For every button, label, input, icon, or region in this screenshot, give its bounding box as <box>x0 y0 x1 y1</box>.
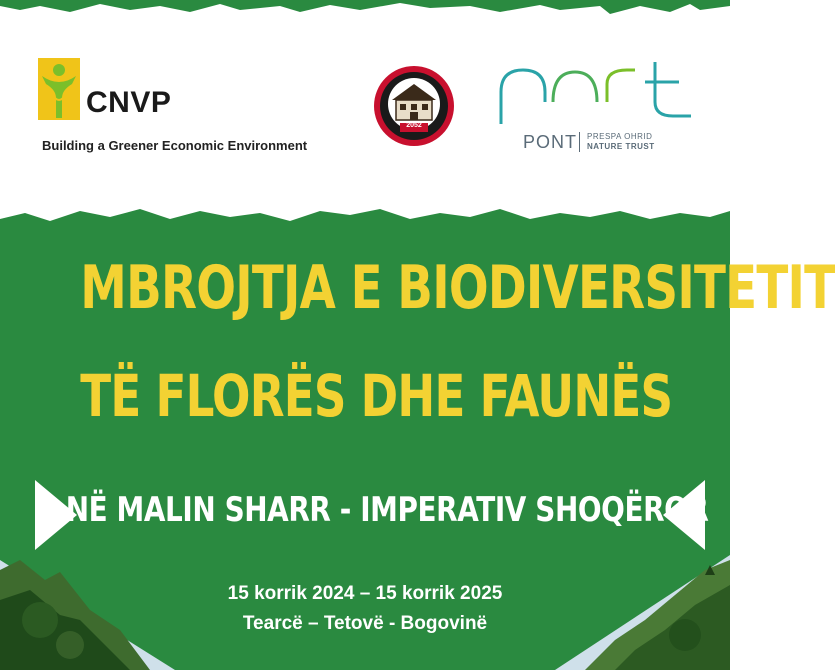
heritage-seal-logo <box>372 60 456 152</box>
pont-wave-icon <box>495 62 695 128</box>
pont-logo <box>495 62 695 162</box>
date-range: 15 korrik 2024 – 15 korrik 2025 <box>227 583 503 604</box>
person-tree-icon <box>38 58 80 120</box>
cnvp-name: CNVP <box>86 86 172 119</box>
pont-sub-line2: NATURE TRUST <box>587 142 655 151</box>
pont-sub-line1: PRESPA OHRID <box>587 132 653 141</box>
headline-line1: MBROJTJA E BIODIVERSITETIT <box>80 253 835 323</box>
cnvp-logo <box>38 58 358 158</box>
house-seal-icon <box>372 60 456 152</box>
top-green-strip <box>0 0 730 30</box>
pont-subtitle <box>587 132 655 152</box>
pont-divider <box>579 132 580 152</box>
pont-name: PONT <box>523 132 578 152</box>
headline-line2: TË FLORËS DHE FAUNËS <box>80 362 673 430</box>
seal-year: 2052 <box>406 122 422 129</box>
cnvp-tagline: Building a Greener Economic Environment <box>42 138 308 153</box>
locations: Tearcë – Tetovë - Bogovinë <box>242 613 488 634</box>
subtitle: NË MALIN SHARR - IMPERATIV SHOQËROR <box>65 490 709 530</box>
